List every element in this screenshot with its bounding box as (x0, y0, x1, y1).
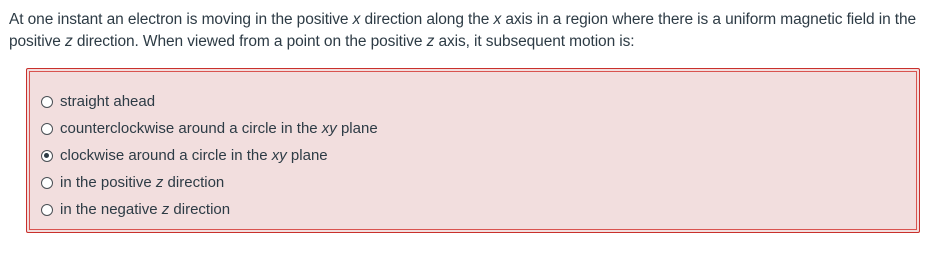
radio-button[interactable] (41, 204, 53, 216)
question-text-segment: axis, it subsequent motion is: (434, 33, 635, 50)
radio-button[interactable] (41, 123, 53, 135)
answer-label: straight ahead (60, 93, 156, 110)
answer-option-clockwise[interactable] (41, 142, 378, 169)
answer-option-straight-ahead[interactable] (41, 88, 378, 115)
answer-label: in the positive z direction (60, 174, 225, 191)
answers-feedback-box (26, 68, 920, 233)
question-text-segment: direction along the (360, 11, 494, 28)
answer-label: counterclockwise around a circle in the xy plane (60, 120, 378, 137)
answer-option-counterclockwise[interactable] (41, 115, 378, 142)
radio-button[interactable] (41, 96, 53, 108)
radio-button[interactable] (41, 177, 53, 189)
radio-button-selected[interactable] (41, 150, 53, 162)
question-text (9, 9, 939, 53)
question-variable: z (426, 33, 435, 50)
question-variable: x (493, 11, 502, 28)
answer-option-positive-z[interactable] (41, 169, 378, 196)
question-text-segment: positive (9, 33, 65, 50)
question-text-segment: direction. When viewed from a point on the positive (72, 33, 427, 50)
question-text-segment: axis in a region where there is a uniform magnetic field in the (501, 11, 917, 28)
answer-list (41, 88, 378, 223)
question-variable: x (352, 11, 361, 28)
question-text-segment: At one instant an electron is moving in the positive (9, 11, 353, 28)
answer-label: clockwise around a circle in the xy plane (60, 147, 328, 164)
answer-label: in the negative z direction (60, 201, 231, 218)
answer-option-negative-z[interactable] (41, 196, 378, 223)
question-variable: z (64, 33, 73, 50)
